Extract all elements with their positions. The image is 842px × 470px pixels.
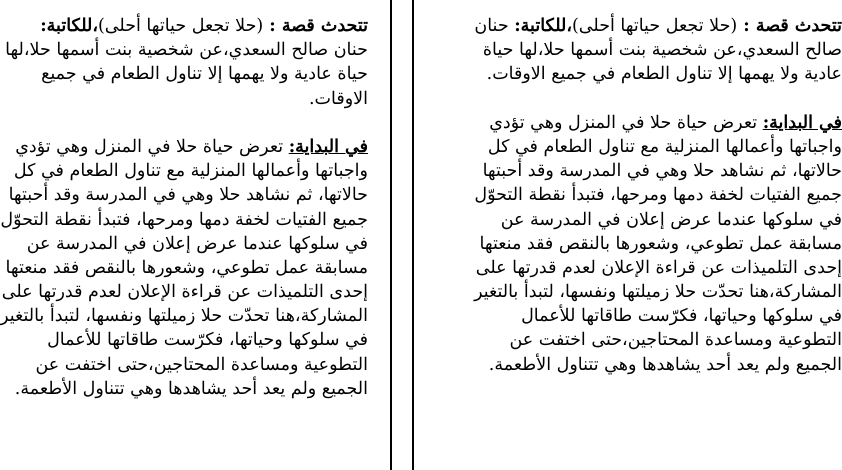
text-line bbox=[0, 280, 368, 304]
text-segment: (حلا تجعل حياتها أحلى) bbox=[571, 16, 738, 36]
text-segment: واجباتها وأعمالها المنزلية مع تناول الطعام في كل bbox=[13, 161, 368, 182]
text-line bbox=[422, 111, 842, 135]
text-line bbox=[0, 353, 368, 377]
text-segment: الجميع ولم يعد أحد يشاهدها وهي تتناول الأطعمة. bbox=[488, 354, 842, 375]
text-segment: الجميع ولم يعد أحد يشاهدها وهي تتناول الأطعمة. bbox=[14, 378, 368, 399]
text-line bbox=[0, 304, 368, 328]
text-segment: حياة عادية ولا يهمها إلا تناول الطعام في جميع bbox=[41, 64, 368, 85]
text-line bbox=[0, 377, 368, 401]
text-line bbox=[0, 38, 368, 62]
text-line bbox=[0, 87, 368, 111]
text-line bbox=[0, 135, 368, 159]
text-segment: في سلوكها وحياتها، فكرّست طاقاتها للأعمال bbox=[521, 306, 842, 327]
text-segment: تعرض حياة حلا في المنزل وهي تؤدي bbox=[15, 136, 289, 157]
text-line bbox=[0, 208, 368, 232]
text-segment: واجباتها وأعمالها المنزلية مع تناول الطعام في كل bbox=[487, 136, 842, 157]
left-column-text bbox=[0, 14, 368, 401]
text-line bbox=[422, 353, 842, 377]
text-segment: إحدى التلميذات عن قراءة الإعلان لعدم قدرتها على bbox=[1, 282, 368, 303]
bold-text-segment: تتحدث قصة : bbox=[263, 16, 368, 36]
text-line bbox=[0, 256, 368, 280]
text-segment: إحدى التلميذات عن قراءة الإعلان لعدم قدرتها على bbox=[475, 257, 842, 278]
text-segment: التطوعية ومساعدة المحتاجين،حتى اختفت عن bbox=[35, 354, 368, 375]
text-segment: جميع الفتيات لخفة دمها ومرحها، فتبدأ نقطة التحوّل bbox=[0, 209, 368, 230]
text-segment: التطوعية ومساعدة المحتاجين،حتى اختفت عن bbox=[509, 330, 842, 351]
text-segment: تعرض حياة حلا في المنزل وهي تؤدي bbox=[489, 112, 763, 133]
text-line bbox=[0, 232, 368, 256]
left-text-column bbox=[0, 0, 392, 470]
bold-text-segment: ،للكاتبة: bbox=[40, 16, 98, 36]
text-line bbox=[0, 183, 368, 207]
paragraph-gap bbox=[422, 87, 842, 111]
bold-text-segment: في البداية: bbox=[762, 112, 842, 133]
text-line bbox=[422, 232, 842, 256]
text-line bbox=[0, 159, 368, 183]
text-line bbox=[422, 208, 842, 232]
text-line bbox=[422, 62, 842, 86]
text-segment: حالاتها، ثم نشاهد حلا وهي في المدرسة وقد أحبتها bbox=[482, 161, 842, 182]
bold-text-segment: في البداية: bbox=[288, 136, 368, 157]
bold-text-segment: تتحدث قصة : bbox=[737, 16, 842, 36]
text-line bbox=[422, 135, 842, 159]
text-segment: مسابقة عمل تطوعي، وشعورها بالنقص فقد منعتها bbox=[5, 257, 368, 278]
text-segment: صالح السعدي،عن شخصية بنت أسمها حلا،لها حياة bbox=[482, 40, 842, 61]
text-line bbox=[422, 38, 842, 62]
text-segment: في سلوكها عندما عرض إعلان في المدرسة عن bbox=[500, 209, 842, 230]
text-line bbox=[422, 328, 842, 352]
paragraph-gap bbox=[0, 111, 368, 135]
text-segment: في سلوكها عندما عرض إعلان في المدرسة عن bbox=[26, 233, 368, 254]
text-line bbox=[422, 159, 842, 183]
text-segment: مسابقة عمل تطوعي، وشعورها بالنقص فقد منعتها bbox=[479, 233, 842, 254]
text-segment: جميع الفتيات لخفة دمها ومرحها، فتبدأ نقطة التحوّل bbox=[474, 185, 842, 206]
text-segment: (حلا تجعل حياتها أحلى) bbox=[97, 16, 264, 36]
text-segment: في سلوكها وحياتها، فكرّست طاقاتها للأعمال bbox=[47, 330, 368, 351]
text-segment: الاوقات. bbox=[308, 88, 368, 109]
right-text-column bbox=[412, 0, 842, 470]
text-segment: المشاركة،هنا تحدّت حلا زميلتها ونفسها، لتبدأ بالتغير bbox=[474, 282, 842, 303]
text-line bbox=[0, 62, 368, 86]
text-segment: حالاتها، ثم نشاهد حلا وهي في المدرسة وقد أحبتها bbox=[8, 185, 368, 206]
text-line bbox=[0, 14, 368, 38]
text-line bbox=[422, 304, 842, 328]
text-segment: المشاركة،هنا تحدّت حلا زميلتها ونفسها، لتبدأ بالتغير bbox=[0, 306, 368, 327]
text-line bbox=[0, 328, 368, 352]
text-segment: حنان صالح السعدي،عن شخصية بنت أسمها حلا،لها bbox=[5, 40, 368, 61]
bold-text-segment: ،للكاتبة: bbox=[514, 16, 572, 36]
text-line bbox=[422, 256, 842, 280]
text-segment: حنان bbox=[474, 16, 515, 36]
text-line bbox=[422, 14, 842, 38]
text-line bbox=[422, 183, 842, 207]
text-line bbox=[422, 280, 842, 304]
text-segment: عادية ولا يهمها إلا تناول الطعام في جميع الاوقات. bbox=[486, 64, 842, 85]
right-column-text bbox=[422, 14, 842, 377]
